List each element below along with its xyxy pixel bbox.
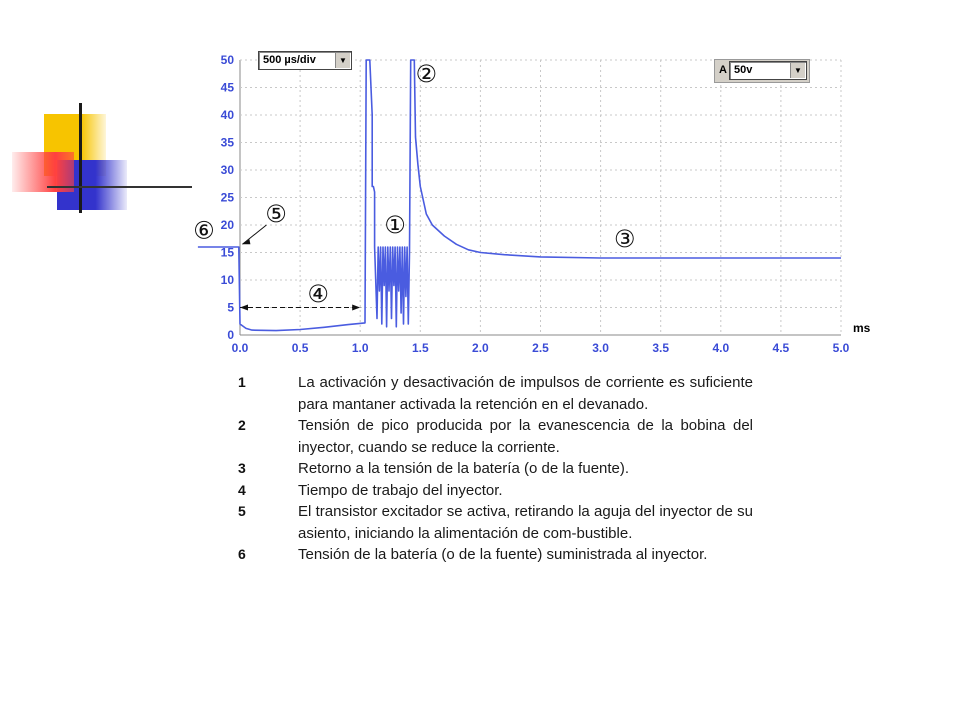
legend-text: El transistor excitador se activa, retirando la aguja del inyector de su asiento, iniciando la alimentación de com-bustible.: [298, 503, 753, 542]
chevron-down-icon[interactable]: ▼: [790, 63, 805, 78]
x-tick-label: 4.5: [772, 341, 790, 355]
oscilloscope-chart: [190, 40, 870, 365]
logo-vertical-line: [79, 103, 82, 213]
range-value: 50v: [734, 64, 753, 76]
x-tick-label: 1.0: [351, 341, 369, 355]
x-tick-label: 3.0: [592, 341, 609, 355]
x-axis-unit: ms: [853, 321, 870, 335]
y-tick-label: 20: [220, 218, 234, 232]
legend-number: 4: [238, 481, 246, 498]
legend-item: [238, 372, 758, 415]
trace: [198, 60, 841, 331]
x-tick-label: 5.0: [832, 341, 850, 355]
annotation-label: ②: [415, 59, 438, 88]
chevron-down-icon[interactable]: ▼: [335, 53, 350, 68]
y-tick-label: 5: [227, 300, 234, 315]
x-tick-label: 0.5: [291, 341, 309, 355]
legend-number: 6: [238, 546, 246, 562]
legend-clip: [238, 372, 768, 640]
timebase-dropdown[interactable]: [258, 51, 352, 70]
channel-label: A: [719, 64, 727, 76]
legend-text: Tensión de la batería (o de la fuente) suministrada al inyector.: [298, 546, 708, 563]
annotation-label: ⑥: [193, 216, 215, 245]
legend-text: Tiempo de trabajo del inyector.: [298, 481, 503, 499]
pointer-arrowhead-5: [242, 239, 250, 244]
duration-arrow-right: [352, 305, 360, 311]
legend-number: 1: [238, 374, 246, 390]
grid: [240, 60, 841, 335]
measurement-markers: [240, 225, 360, 311]
annotation-label: ①: [384, 211, 406, 239]
legend-number: 3: [238, 460, 246, 476]
x-tick-label: 0.0: [231, 341, 249, 355]
legend-item: [238, 501, 758, 544]
timebase-value: 500 µs/div: [263, 54, 316, 66]
logo-horizontal-line: [47, 186, 192, 188]
x-tick-label: 2.0: [472, 341, 489, 355]
x-tick-label: 2.5: [532, 341, 549, 355]
legend-text: La activación y desactivación de impulsos de corriente es suficiente para mantaner activada la retención en el devanado.: [298, 374, 753, 413]
axis-ticks: [221, 53, 850, 355]
series-line: [198, 60, 841, 331]
legend-item: [238, 480, 758, 502]
annotation-label: ③: [613, 224, 636, 253]
y-tick-label: 15: [220, 245, 234, 260]
y-tick-label: 30: [220, 163, 234, 177]
y-tick-label: 45: [220, 80, 234, 95]
annotation-label: ④: [307, 279, 329, 308]
y-tick-label: 35: [220, 135, 234, 150]
pointer-arrow-5: [242, 225, 266, 244]
y-tick-label: 10: [220, 273, 234, 287]
legend-text: Tensión de pico producida por la evanescencia de la bobina del inyector, cuando se reduce la corriente.: [298, 417, 753, 456]
x-tick-label: 3.5: [652, 341, 670, 355]
legend-item: [238, 415, 758, 458]
annotation-label: ⑤: [265, 200, 287, 228]
x-tick-label: 1.5: [411, 341, 429, 355]
legend-number: 5: [238, 503, 246, 519]
legend-number: 2: [238, 417, 246, 433]
x-tick-label: 4.0: [712, 341, 730, 355]
y-tick-label: 25: [220, 190, 234, 205]
y-tick-label: 0: [227, 328, 234, 342]
duration-arrow-left: [240, 305, 248, 311]
range-dropdown[interactable]: [729, 61, 807, 80]
y-tick-label: 40: [220, 108, 234, 122]
legend-item: [238, 458, 758, 480]
legend: [238, 372, 758, 566]
y-tick-label: 50: [220, 53, 234, 67]
legend-text: Retorno a la tensión de la batería (o de la fuente).: [298, 460, 630, 477]
legend-item: [238, 544, 758, 566]
